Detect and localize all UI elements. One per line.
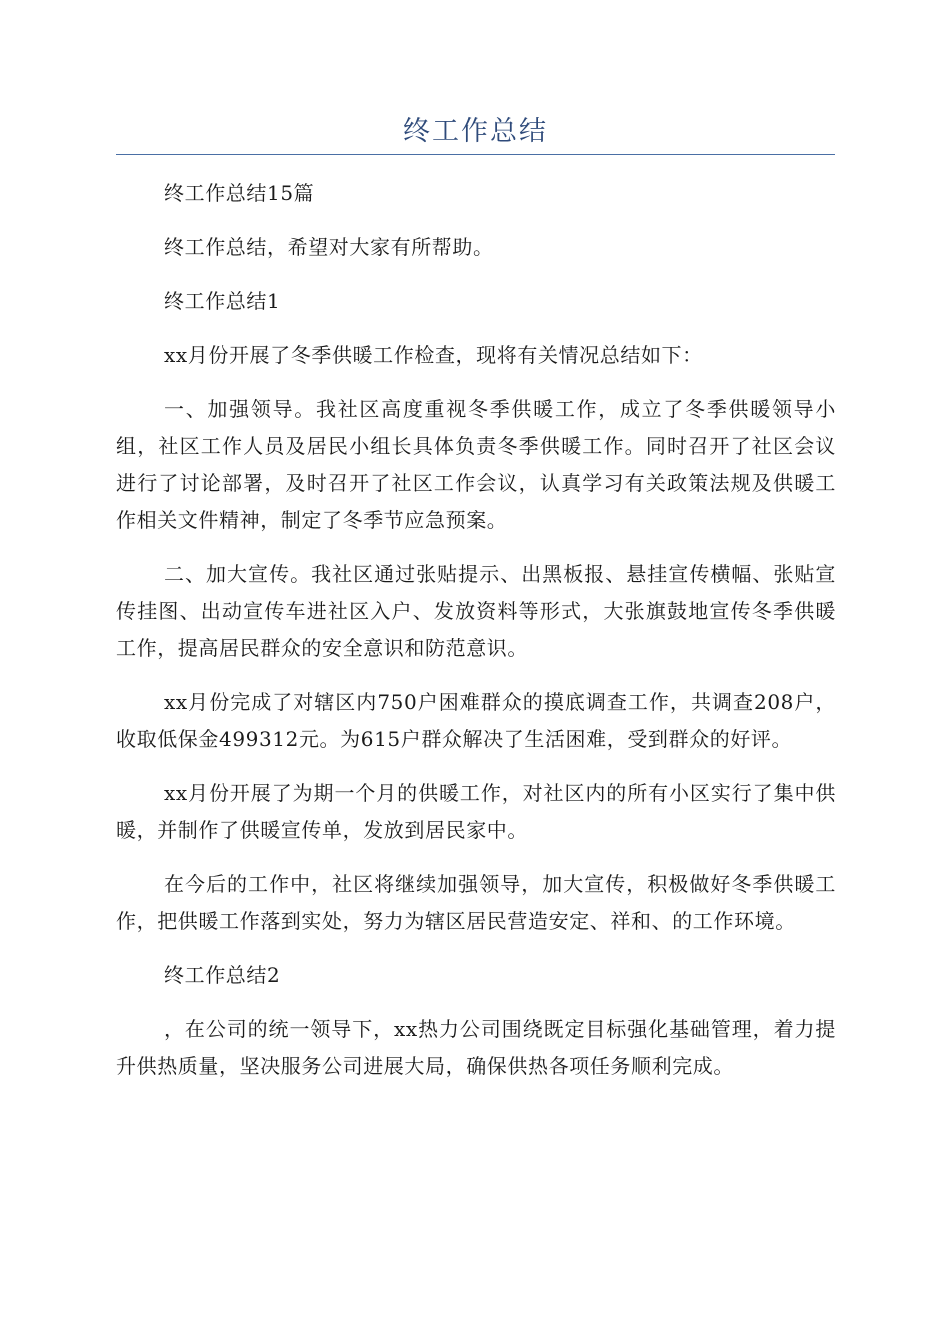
paragraph: 一、加强领导。我社区高度重视冬季供暖工作，成立了冬季供暖领导小组，社区工作人员及居民小组长具体负责冬季供暖工作。同时召开了社区会议进行了讨论部署，及时召开了社区工作会议，认真学习有关政策法规及供暖工作相关文件精神，制定了冬季节应急预案。 [116, 397, 836, 532]
paragraph: xx月份开展了冬季供暖工作检查，现将有关情况总结如下： [164, 343, 703, 367]
paragraph-subtitle: 终工作总结15篇 [164, 181, 315, 205]
paragraph-intro: 终工作总结，希望对大家有所帮助。 [164, 235, 494, 259]
paragraph: ，在公司的统一领导下，xx热力公司围绕既定目标强化基础管理，着力提升供热质量，坚决服务公司进展大局，确保供热各项任务顺利完成。 [116, 1017, 836, 1078]
document-body [116, 175, 836, 1102]
paragraph: 在今后的工作中，社区将继续加强领导，加大宣传，积极做好冬季供暖工作，把供暖工作落到实处，努力为辖区居民营造安定、祥和、的工作环境。 [116, 872, 836, 933]
title-underline [116, 154, 835, 155]
paragraph: xx月份完成了对辖区内750户困难群众的摸底调查工作，共调查208户，收取低保金499312元。为615户群众解决了生活困难，受到群众的好评。 [116, 690, 836, 751]
paragraph: xx月份开展了为期一个月的供暖工作，对社区内的所有小区实行了集中供暖，并制作了供暖宣传单，发放到居民家中。 [116, 781, 836, 842]
section-heading-2: 终工作总结2 [164, 963, 281, 987]
document-title: 终工作总结 [403, 116, 548, 147]
paragraph: 二、加大宣传。我社区通过张贴提示、出黑板报、悬挂宣传横幅、张贴宣传挂图、出动宣传车进社区入户、发放资料等形式，大张旗鼓地宣传冬季供暖工作，提高居民群众的安全意识和防范意识。 [116, 562, 836, 660]
section-heading-1: 终工作总结1 [164, 289, 281, 313]
